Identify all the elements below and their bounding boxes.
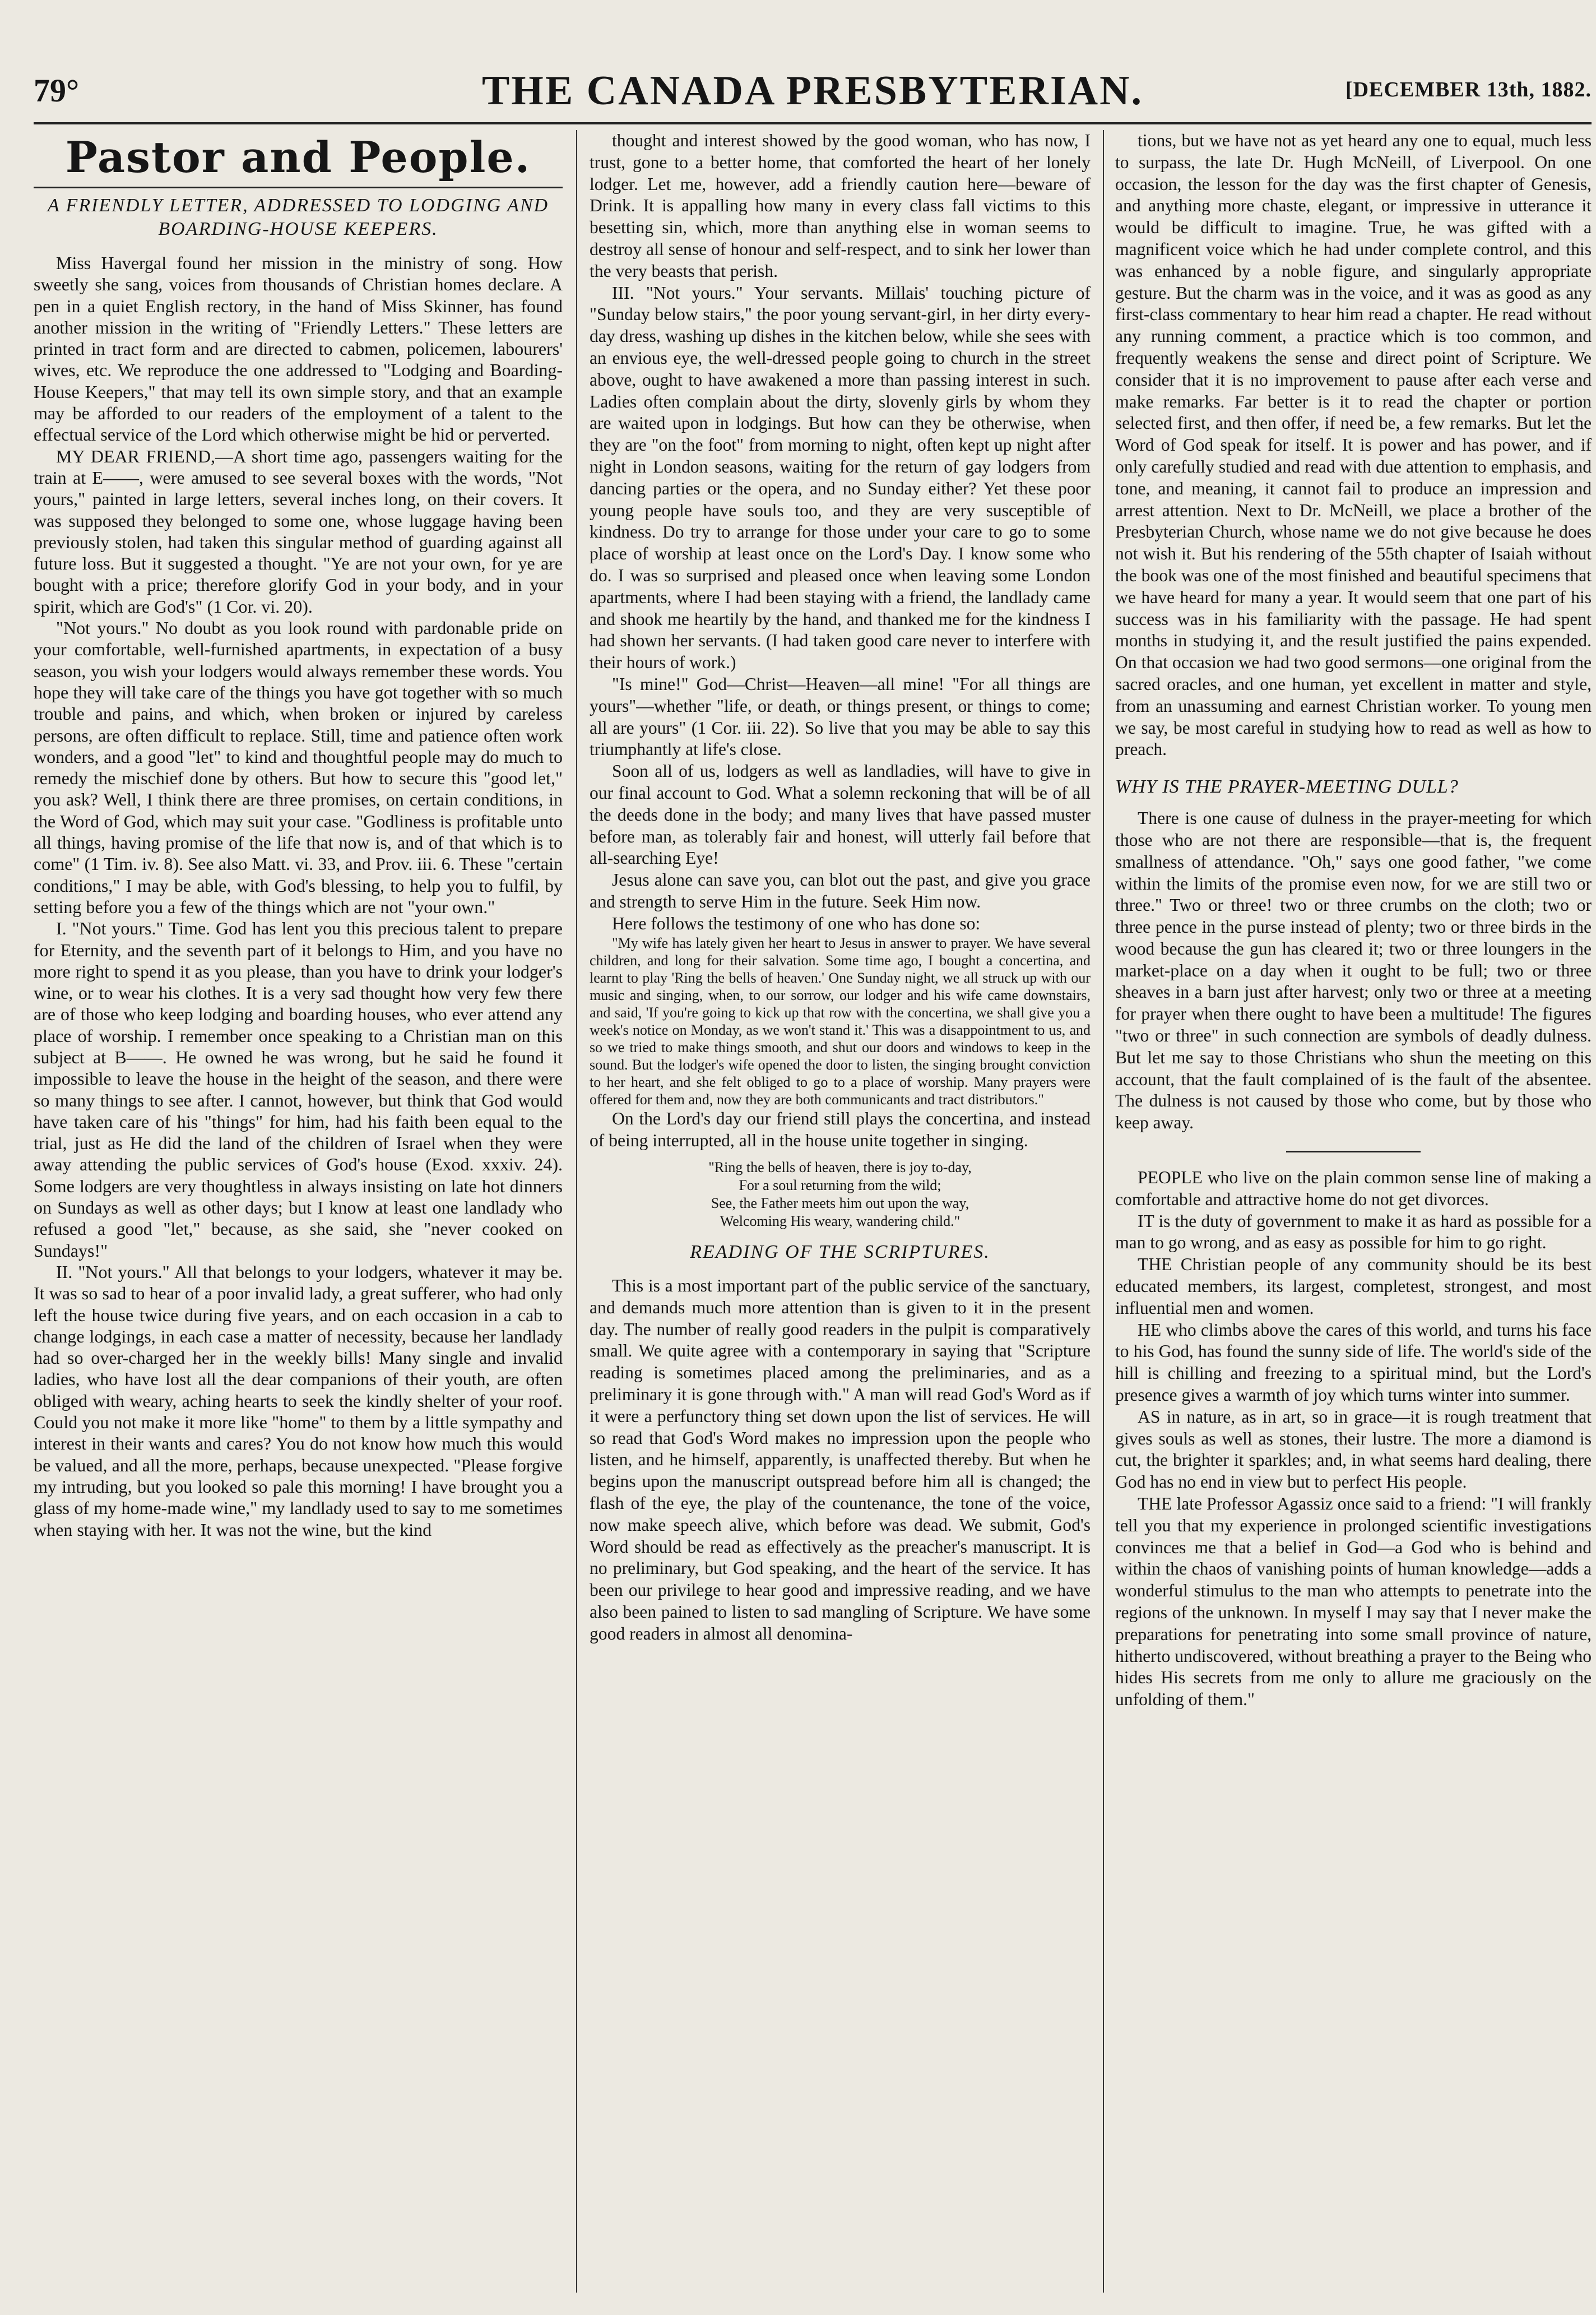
column-2: [590, 130, 1091, 2298]
paragraph: HE who climbs above the cares of this world, and turns his face to his God, has found the sunny side of life. The world's side of the hill is chilling and freezing to a spiritual mind, but the Lord's presence gives a warmth of joy which turns winter into summer.: [1115, 1319, 1592, 1405]
paragraph: Jesus alone can save you, can blot out the past, and give you grace and strength to serve Him in the future. Seek Him now.: [590, 870, 1091, 911]
column-1: [34, 130, 563, 2298]
paragraph: THE Christian people of any community should be its best educated members, its largest, completest, strongest, and most influential men and women.: [1115, 1254, 1592, 1318]
paragraph: This is a most important part of the public service of the sanctuary, and demands much more attention than is given to it in the present day. The number of really good readers in the pulpit is comparatively small. We quite agree with a contemporary in saying that "Scripture reading is sometimes placed among the preliminaries, and as a preliminary it is gone through with." A man will read God's Word as if it were a perfunctory thing set down upon the list of services. He will so read that God's Word makes no impression upon the people who listen, and he himself, apparently, is unaffected thereby. But when he begins upon the manuscript outspread before him all is changed; the flash of the eye, the play of the countenance, the tone of the voice, now make speech alive, which before was dead. We submit, God's Word should be read as effectively as the preacher's manuscript. It is no preliminary, but God speaking, and the heart of the service. It has been our privilege to hear good and impressive reading, and we have also been pained to listen to sad mangling of Scripture. We have some good readers in almost all denomina-: [590, 1276, 1091, 1643]
paragraph: I. "Not yours." Time. God has lent you this precious talent to prepare for Eternity, and the seventh part of it belongs to Him, and you have no more right to spend it as you please, than you have to drink your lodger's wine, or to wear his clothes. It is a very sad thought how very few there are of those who keep lodging and boarding houses, who ever attend any place of worship. I remember once speaking to a Christian man on this subject at B——. He owned he was wrong, but he said he found it impossible to leave the house in the height of the season, and there were so many things to see after. I cannot, however, but think that God would have taken care of his "things" for him, had his faith been equal to the trial, just as He did the land of the children of Israel when they were away attending the public services of God's house (Exod. xxxiv. 24). Some lodgers are very thoughtless in always insisting on late hot dinners on Sundays as well as other days; but I know at least one landlady who refused a good "let," because, as she said, she "never cooked on Sundays!": [34, 918, 563, 1261]
masthead: [34, 67, 1592, 114]
section-separator: [1286, 1151, 1421, 1152]
paragraph: IT is the duty of government to make it as hard as possible for a man to go wrong, and as easy as possible for him to go right.: [1115, 1211, 1592, 1253]
paragraph: AS in nature, as in art, so in grace—it is rough treatment that gives souls as well as stones, their lustre. The more a diamond is cut, the brighter it sparkles; and, in what seems hard dealing, there God has no end in view but to perfect His people.: [1115, 1406, 1592, 1492]
paragraph: MY DEAR FRIEND,—A short time ago, passengers waiting for the train at E——, were amused to see several boxes with the words, "Not yours," painted in large letters, several inches long, on their covers. It was supposed they belonged to some one, whose luggage having been previously stolen, had taken this singular method of guarding against all future loss. But it suggested a thought. "Ye are not your own, for ye are bought with a price; therefore glorify God in your body, and in your spirit, which are God's" (1 Cor. vi. 20).: [34, 446, 563, 617]
article-heading-prayer-meeting: WHY IS THE PRAYER-MEETING DULL?: [1115, 776, 1459, 798]
article-heading-friendly-letter: A FRIENDLY LETTER, ADDRESSED TO LODGING AND BOARDING-HOUSE KEEPERS.: [47, 195, 549, 239]
paragraph: "Not yours." No doubt as you look round with pardonable pride on your comfortable, well-furnished apartments, in expectation of a busy season, you wish your lodgers would always remember these words. You hope they will take care of the things you have got together with so much trouble and pains, and which, when broken or injured by careless persons, are often difficult to replace. Still, time and patience often work wonders, and a good "let" to kind and thoughtful people may do much to remedy the mischief done by others. But how to secure this "good let," you ask? Well, I think there are three promises, on certain conditions, in the Word of God, which may suit your case. "Godliness is profitable unto all things, having promise of the life that now is, and of that which is to come" (1 Tim. iv. 8). See also Matt. vi. 33, and Prov. iii. 6. These "certain conditions," I may be able, with God's blessing, to help you to fulfil, by setting before you a few of the things which are not "your own.": [34, 618, 563, 917]
issue-date: [DECEMBER 13th, 1882.: [1345, 78, 1592, 101]
paragraph: Here follows the testimony of one who has done so:: [612, 913, 981, 933]
verse-line: "Ring the bells of heaven, there is joy to-day,: [708, 1159, 972, 1176]
paragraph: THE late Professor Agassiz once said to a friend: "I will frankly tell you that my experience in prolonged scientific investigations convinces me that a belief in God—a God who is behind and within the chaos of vanishing points of human knowledge—adds a wonderful stimulus to the man who attempts to penetrate into the regions of the unknown. In myself I may say that I never make the preparations for penetrating into some small province of nature, hitherto undiscovered, without breathing a prayer to the Being who hides His secrets from me only to allure me graciously on the unfolding of them.": [1115, 1494, 1592, 1710]
column-divider: [1103, 130, 1104, 2293]
testimony-quote: "My wife has lately given her heart to Jesus in answer to prayer. We have several children, and long for their salvation. Some time ago, I bought a concertina, and learnt to play 'Ring the bells of heaven.' One Sunday night, we all struck up with our music and singing, when, to our sorrow, our lodger and his wife came downstairs, and said, 'If you're going to kick up that row with the concertina, we shall give you a week's notice on Monday, as we won't stand it.' This was a disappointment to us, and so we tried to make things smooth, and shut our doors and windows to keep in the sound. But the lodger's wife opened the door to listen, the singing brought conviction to her heart, and she felt obliged to go to a place of worship. Many prayers were offered for them and, now they are both communicants and tract distributors.": [590, 935, 1091, 1108]
column-divider: [576, 130, 577, 2293]
newspaper-title: THE CANADA PRESBYTERIAN.: [481, 68, 1144, 114]
verse-line: See, the Father meets him out upon the way,: [711, 1195, 969, 1212]
masthead-rule: [34, 122, 1592, 124]
verse-line: Welcoming His weary, wandering child.": [720, 1213, 961, 1230]
paragraph: There is one cause of dulness in the prayer-meeting for which those who are not there are responsible—that is, the frequent smallness of attendance. "Oh," says one good father, "we come within the limits of the promise even now, for we are still two or three." Two or three! two or three crumbs on the cloth; two or three pence in the purse instead of plenty; two or three birds in the wood because the gun has cleared it; two or three loungers in the market-place on a day when it ought to be full; two or three sheaves in a barn just after harvest; only two or three at a meeting for prayer when there ought to have been a multitude! The figures "two or three" in such connection are symbols of deadly dulness. But let me say to those Christians who shun the meeting on this account, that the fault complained of is the fault of the absentee. The dulness is not caused by those who come, but by those who keep away.: [1115, 808, 1592, 1133]
paragraph: On the Lord's day our friend still plays the concertina, and instead of being interrupted, all in the house unite together in singing.: [590, 1109, 1091, 1151]
paragraph: PEOPLE who live on the plain common sense line of making a comfortable and attractive home do not get divorces.: [1115, 1168, 1592, 1209]
paragraph: Soon all of us, lodgers as well as landladies, will have to give in our final account to God. What a solemn reckoning that will be of all the deeds done in the body; and many lives that have passed muster before man, as tolerably fair and honest, will utterly fail before that all-searching Eye!: [590, 761, 1091, 868]
article-heading-reading-scriptures: READING OF THE SCRIPTURES.: [690, 1242, 990, 1263]
paragraph: Miss Havergal found her mission in the ministry of song. How sweetly she sang, voices from thousands of Christian homes declare. A pen in a quiet English rectory, in the hand of Miss Skinner, has found another mission in the writing of "Friendly Letters." These letters are printed in tract form and are directed to cabmen, policemen, labourers' wives, etc. We reproduce the one addressed to "Lodging and Boarding-House Keepers," that may tell its own simple story, and that an example may be afforded to our readers of the employment of a talent to the effectual service of the Lord which otherwise might be hid or perverted.: [34, 253, 563, 445]
paragraph: thought and interest showed by the good woman, who has now, I trust, gone to a better home, that comforted the heart of her lonely lodger. Let me, however, add a friendly caution here—beware of Drink. It is appalling how many in every class fall victims to this besetting sin, which, more than anything else in woman seems to destroy all sense of honour and self-respect, and to sink her lower than the very beasts that perish.: [590, 131, 1091, 281]
paragraph: III. "Not yours." Your servants. Millais' touching picture of "Sunday below stairs," the poor young servant-girl, in her dirty every-day dress, washing up dishes in the kitchen below, while she sees with an envious eye, the well-dressed people going to church in the street above, ought to have awakened a more than passing interest in such. Ladies often complain about the dirty, slovenly girls by whom they are waited upon in lodgings. But how can they be otherwise, when they are "on the foot" from morning to night, often kept up night after night in London seasons, waiting for the return of gay lodgers from dancing parties or the opera, and no Sunday either? Yet these poor young people have souls too, and they are very susceptible of kindness. Do try to arrange for those under your care to go to some place of worship at least once on the Lord's Day. I know some who do. I was so surprised and pleased once when leaving some London apartments, where I had been staying with a friend, the landlady came and shook me heartily by the hand, and thanked me for the kindness I had shown her servants. (I had taken good care never to interfere with their hours of work.): [590, 283, 1091, 673]
paragraph: II. "Not yours." All that belongs to your lodgers, whatever it may be. It was so sad to hear of a poor invalid lady, a great sufferer, who had only left the house twice during five years, and on each occasion in a cab to change lodgings, in each case a matter of necessity, because her landlady had so over-charged her in the weekly bills! Many single and invalid ladies, who have lost all the dear companions of their youth, are often obliged with weary, aching hearts to seek the kindly shelter of your roof. Could you not make it more like "home" to them by a little sympathy and interest in their wants and cares? You do not know how much this would be valued, and all the more, perhaps, because unexpected. "Please forgive my intruding, but you looked so pale this morning! I have brought you a glass of my home-made wine," my landlady used to say to me sometimes when staying with her. It was not the wine, but the kind: [34, 1261, 563, 1540]
department-rule: [34, 187, 563, 188]
department-title: Pastor and People.: [65, 132, 531, 182]
verse-line: For a soul returning from the wild;: [739, 1177, 941, 1194]
paragraph: tions, but we have not as yet heard any one to equal, much less to surpass, the late Dr. Hugh McNeill, of Liverpool. On one occasion, the lesson for the day was the first chapter of Genesis, and anything more chaste, elegant, or impressive in utterance it would be difficult to imagine. True, he was gifted with a magnificent voice which he had under complete control, and this was enhanced by a noble figure, and singularly appropriate gesture. But the charm was in the voice, and it was as good as any first-class commentary to hear him read a chapter. He read without any running comment, a practice which is too common, and frequently weakens the sense and direct point of Scripture. We consider that it is no improvement to pause after each verse and make remarks. Far better is it to read the chapter or portion selected first, and then offer, if need be, a few remarks. But let the Word of God speak for itself. It is power and has power, and if only carefully studied and read with due attention to emphasis, and tone, and meaning, it cannot fail to produce an impression and arrest attention. Next to Dr. McNeill, we place a brother of the Presbyterian Church, whose name we do not give because he does not wish it. But his rendering of the 55th chapter of Isaiah without the book was one of the most finished and beautiful specimens that we have heard for many a year. It would seem that one part of his success was in his familiarity with the passage. He had spent months in studying it, and the result justified the pains expended. On that occasion we had two good sermons—one original from the sacred oracles, and one human, yet excellent in matter and style, from an unassuming and earnest Christian worker. To young men we say, be most careful in studying how to read as well as how to preach.: [1115, 131, 1592, 760]
page-number: 79°: [34, 72, 80, 109]
hymn-verse: [590, 1159, 1091, 1230]
column-3: [1115, 130, 1592, 2298]
paragraph: "Is mine!" God—Christ—Heaven—all mine! "For all things are yours"—whether "life, or death, or things present, or things to come; all are yours" (1 Cor. iii. 22). So live that you may be able to say this triumphantly at life's close.: [590, 674, 1091, 760]
